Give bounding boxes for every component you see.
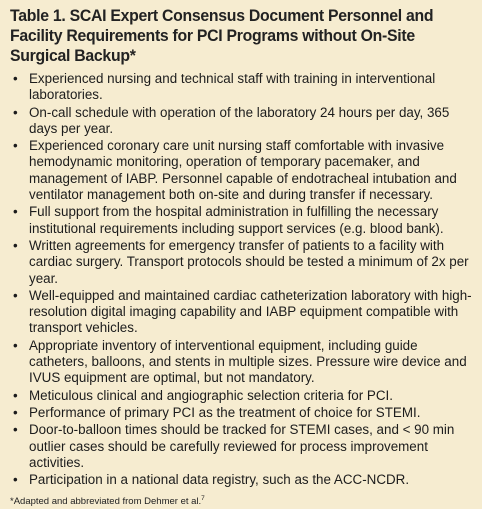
list-item: • Meticulous clinical and angiographic selection criteria for PCI. — [13, 387, 393, 403]
list-item: • Written agreements for emergency transfer of patients to a facility with cardiac surgery. Transport protocols should be tested a minimum of 2x per year. — [13, 237, 469, 286]
table-title: Table 1. SCAI Expert Consensus Document Personnel and Facility Requirements for PCI Programs without On-Site Surgical Backup* — [10, 6, 434, 65]
bullet-icon: • — [13, 237, 18, 253]
bullet-icon: • — [13, 287, 18, 303]
bullet-icon: • — [13, 204, 18, 220]
bullet-icon: • — [13, 337, 18, 353]
bullet-icon: • — [13, 387, 18, 403]
list-item: • Appropriate inventory of interventional equipment, including guide catheters, balloons, and stents in multiple sizes. Pressure wire device and IVUS equipment are optimal, but not mandatory. — [13, 337, 467, 386]
footnote-reference: 7 — [201, 495, 205, 503]
list-item: • Experienced coronary care unit nursing staff comfortable with invasive hemodynamic monitoring, operation of temporary pacemaker, and management of IABP. Personnel capable of endotracheal intubation and ventilator management both on-site and during transfer if necessary. — [13, 138, 457, 203]
list-item: • Door-to-balloon times should be tracked for STEMI cases, and < 90 min outlier cases should be carefully reviewed for process improvement activities. — [13, 422, 455, 470]
bullet-icon: • — [13, 404, 18, 420]
bullet-icon: • — [13, 472, 18, 488]
requirements-list — [10, 71, 472, 488]
list-item: • On-call schedule with operation of the laboratory 24 hours per day, 365 days per year. — [13, 104, 450, 136]
bullet-icon: • — [13, 422, 18, 438]
list-item: • Performance of primary PCI as the treatment of choice for STEMI. — [13, 404, 421, 420]
list-item: • Well-equipped and maintained cardiac catheterization laboratory with high-resolution digital imaging capability and IABP equipment compatible with transport vehicles. — [13, 287, 472, 336]
list-item: • Full support from the hospital administration in fulfilling the necessary institutional requirements including support services (e.g. blood bank). — [13, 204, 444, 236]
list-item: • Experienced nursing and technical staff with training in interventional laboratories. — [13, 71, 436, 103]
list-item: • Participation in a national data registry, such as the ACC-NCDR. — [13, 472, 410, 488]
bullet-icon: • — [13, 104, 18, 120]
footnote: *Adapted and abbreviated from Dehmer et al.$^7$ — [10, 495, 205, 508]
bullet-icon: • — [13, 71, 18, 86]
bullet-icon: • — [13, 138, 18, 154]
